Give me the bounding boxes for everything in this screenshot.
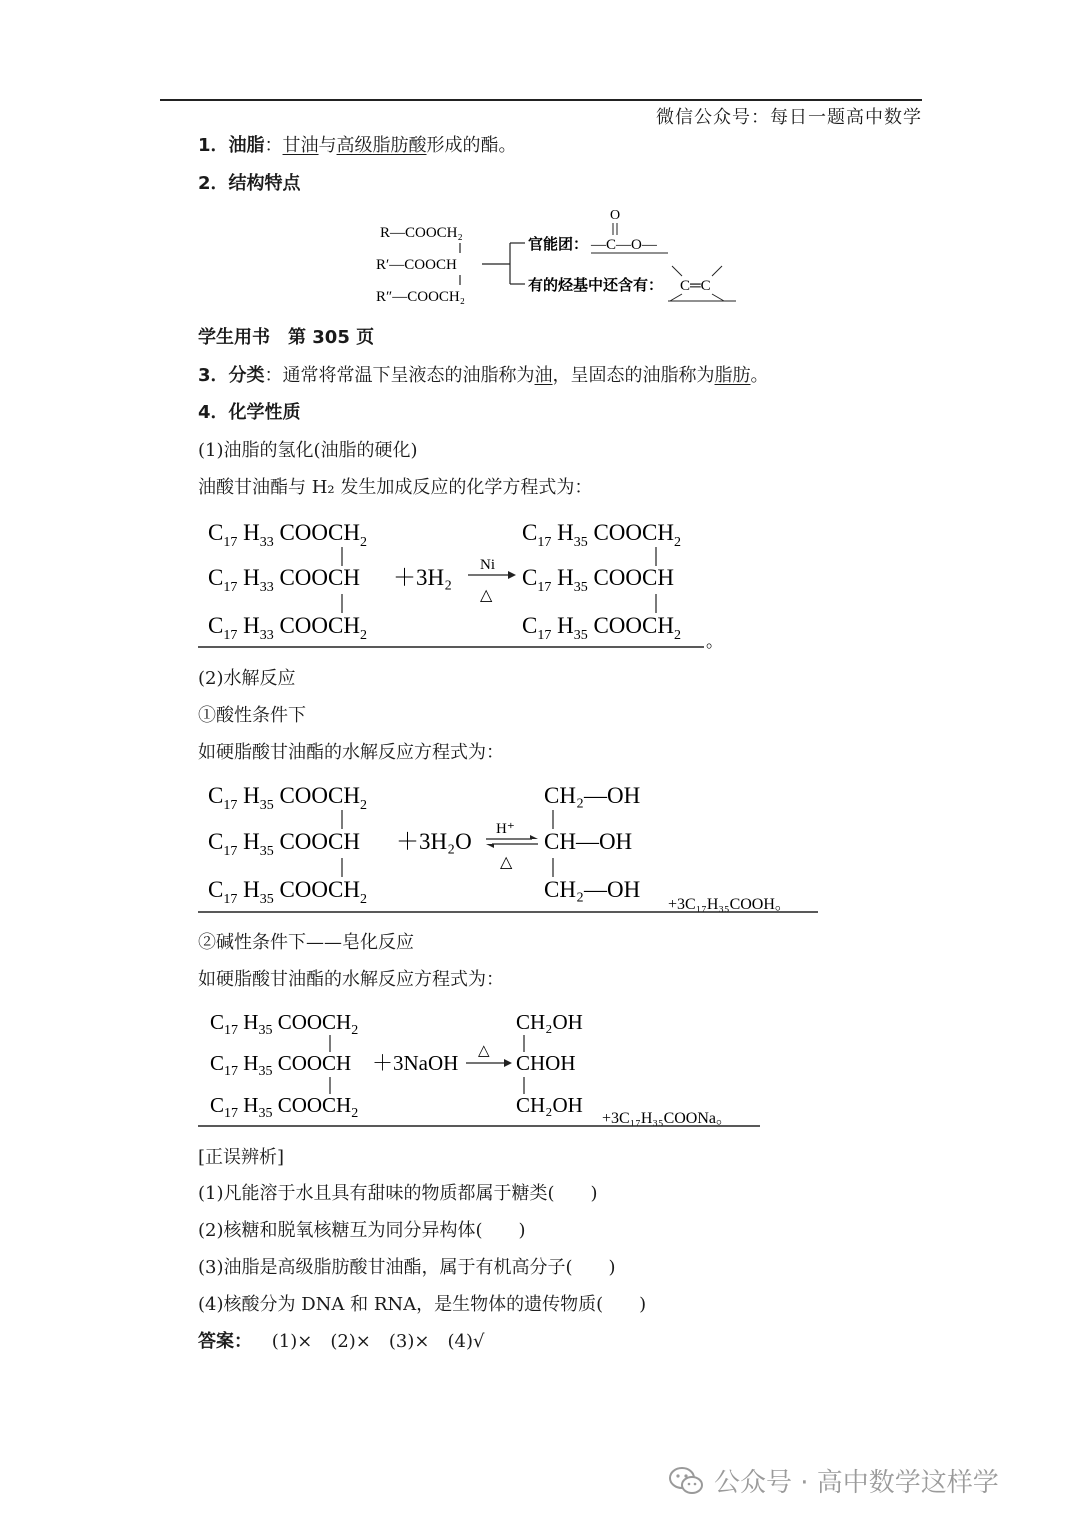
header-note: 微信公众号：每日一题高中数学: [656, 107, 922, 128]
hydrolysis-base-intro: 如硬脂酸甘油酯的水解反应方程式为：: [198, 969, 504, 990]
section-3-term-2: 脂肪: [714, 365, 751, 386]
section-1-num: 1．: [198, 135, 229, 156]
structure-r1: R—COOCH₂: [380, 225, 463, 241]
eq3-plus: ＋3NaOH: [372, 1051, 459, 1075]
eq2-reactant-row-2: $C_{17}$ $H_{35}$ COOCH: [208, 829, 360, 859]
eq1-reactant-row-3: $C_{17}$ $H_{33}$ $COOCH_2$: [208, 613, 367, 643]
structure-diagram: [370, 200, 750, 315]
eq2-plus: ＋3H₂O: [396, 829, 472, 854]
eq1-product-row-3: $C_{17}$ $H_{35}$ $COOCH_2$: [522, 613, 681, 643]
section-1-label: 油脂: [228, 135, 265, 156]
studentbook-ref: 学生用书 第 305 页: [198, 327, 375, 348]
eq3-reactant-row-1: $C_{17}$ $H_{35}$ $COOCH_2$: [210, 1010, 359, 1038]
eq2-reactant-row-1: $C_{17}$ $H_{35}$ $COOCH_2$: [208, 783, 367, 813]
eq1-plus: ＋3H₂: [393, 565, 453, 590]
eq2-tail: +3C₁₇H₃₅COOH。: [668, 896, 791, 913]
section-1-term-2: 高级脂肪酸: [336, 135, 427, 156]
section-2-title: 2．结构特点: [198, 173, 301, 194]
eq1-product-row-2: $C_{17}$ $H_{35}$ COOCH: [522, 565, 674, 595]
structure-cc-bond-2: [712, 266, 722, 276]
saponification-equation: [198, 1005, 768, 1130]
structure-fg-chain: —C—O—: [591, 237, 657, 253]
structure-branch-2: 有的烃基中还含有：: [528, 278, 664, 294]
eq2-product-1: CH₂—OH: [544, 783, 641, 808]
structure-cc: C═C: [680, 278, 711, 294]
section-3-pre: ：通常将常温下呈液态的油脂称为: [264, 365, 535, 386]
judge-title: [正误辨析]: [198, 1147, 285, 1168]
hydrolysis-acid-intro: 如硬脂酸甘油酯的水解反应方程式为：: [198, 742, 504, 763]
section-3-mid: ，呈固态的油脂称为: [552, 365, 715, 386]
structure-cc-bond-1: [672, 266, 682, 276]
eq2-arrow-forward-head: [530, 835, 538, 839]
structure-cc-bond-3: [670, 294, 682, 301]
answer-label: 答案：: [198, 1331, 252, 1352]
eq3-arrow-head: [504, 1059, 512, 1067]
eq1-cond-top: Ni: [480, 557, 495, 573]
eq1-reactant-row-1: $C_{17}$ $H_{33}$ $COOCH_2$: [208, 520, 367, 550]
section-3-label: 分类: [228, 365, 265, 386]
watermark: [668, 1462, 999, 1499]
structure-cc-bond-4: [712, 294, 724, 301]
structure-r3: R″—COOCH₂: [376, 289, 465, 305]
eq1-reactant-row-2: $C_{17}$ $H_{33}$ COOCH: [208, 565, 360, 595]
eq3-tail: +3C₁₇H₃₅COONa。: [602, 1110, 733, 1127]
hydrolysis-heading: (2)水解反应: [198, 668, 296, 689]
hydrolysis-base-heading: ②碱性条件下——皂化反应: [198, 932, 414, 953]
eq3-reactant-row-2: $C_{17}$ $H_{35}$ COOCH: [210, 1051, 352, 1079]
hydrolysis-acid-heading: ①酸性条件下: [198, 705, 306, 726]
judge-item-3: (3)油脂是高级脂肪酸甘油酯，属于有机高分子( ): [198, 1257, 616, 1278]
eq3-product-1: CH₂OH: [516, 1010, 583, 1034]
eq2-arrow-back-head: [486, 844, 494, 848]
section-3-line: [198, 361, 769, 387]
answer-values: (1)× (2)× (3)× (4)√: [271, 1331, 485, 1352]
structure-fg-o: O: [610, 208, 621, 223]
section-1-term-1: 甘油: [282, 135, 319, 156]
acid-hydrolysis-equation: [198, 775, 828, 915]
eq2-cond-bottom: △: [500, 854, 513, 871]
eq1-cond-bottom: △: [480, 587, 493, 604]
structure-r2: R′—COOCH: [376, 257, 457, 273]
section-1-mid: 与: [318, 135, 337, 156]
eq2-cond-top: H⁺: [496, 821, 515, 837]
hydrogenation-heading: (1)油脂的氢化(油脂的硬化): [198, 440, 418, 461]
section-3-end: 。: [750, 365, 769, 386]
eq3-product-2: CHOH: [516, 1051, 576, 1075]
judge-item-4: (4)核酸分为 DNA 和 RNA，是生物体的遗传物质( ): [198, 1294, 647, 1315]
judge-item-1: (1)凡能溶于水且具有甜味的物质都属于糖类( ): [198, 1183, 598, 1204]
eq2-reactant-row-3: $C_{17}$ $H_{35}$ $COOCH_2$: [208, 877, 367, 907]
section-3-term-1: 油: [534, 365, 553, 386]
section-1-colon: ：: [264, 135, 283, 156]
section-1-line: [198, 131, 517, 157]
eq2-product-3: CH₂—OH: [544, 877, 641, 902]
wechat-icon: [668, 1466, 704, 1496]
eq1-product-row-1: $C_{17}$ $H_{35}$ $COOCH_2$: [522, 520, 681, 550]
watermark-text: 公众号 · 高中数学这样学: [714, 1468, 999, 1498]
eq3-product-3: CH₂OH: [516, 1093, 583, 1117]
eq2-product-2: CH—OH: [544, 829, 633, 854]
answer-line: [198, 1327, 484, 1353]
section-3-num: 3．: [198, 365, 229, 386]
header-rule: [160, 99, 922, 101]
section-1-tail: 形成的酯。: [426, 135, 517, 156]
judge-item-2: (2)核糖和脱氧核糖互为同分异构体( ): [198, 1220, 526, 1241]
eq3-cond-top: △: [478, 1043, 490, 1059]
hydrogenation-equation: [198, 510, 728, 650]
structure-branch-1: 官能团：: [528, 237, 589, 253]
eq1-end: 。: [706, 632, 723, 650]
eq3-reactant-row-3: $C_{17}$ $H_{35}$ $COOCH_2$: [210, 1093, 359, 1121]
hydrogenation-intro: 油酸甘油酯与 H₂ 发生加成反应的化学方程式为：: [198, 477, 593, 498]
section-4-title: 4．化学性质: [198, 402, 301, 423]
eq1-arrow-head: [508, 571, 516, 579]
